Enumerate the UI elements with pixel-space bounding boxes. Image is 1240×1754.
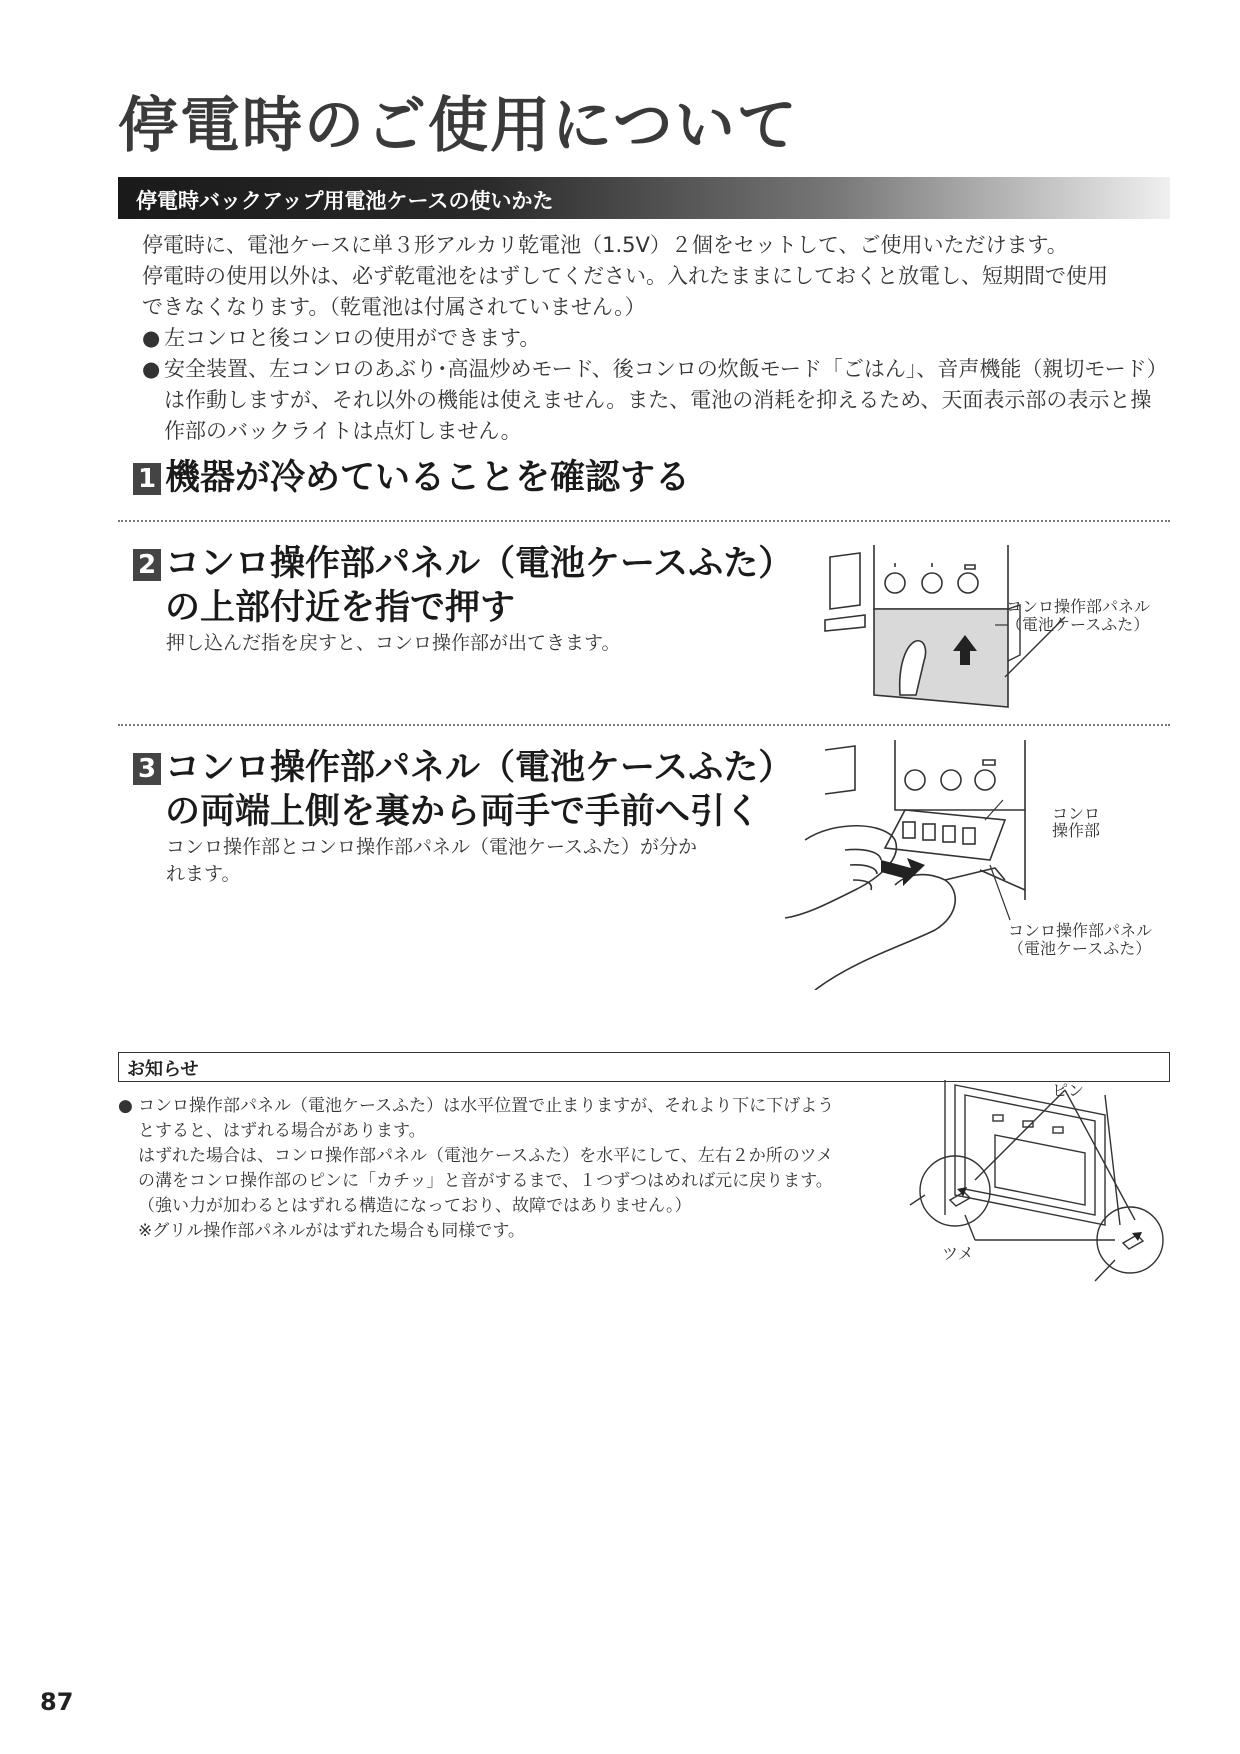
- step-title-line1: コンロ操作部パネル（電池ケースふた）: [165, 544, 794, 584]
- notice-line: （強い力が加わるとはずれる構造になっており、故障ではありません。）: [138, 1196, 692, 1216]
- dotted-divider: [118, 520, 1170, 522]
- figure-label: （電池ケースふた）: [1006, 615, 1150, 634]
- notice-line: コンロ操作部パネル（電池ケースふた）は水平位置で止まりますが、それより下に下げよう: [138, 1096, 835, 1116]
- bullet-text: 左コンロと後コンロの使用ができます。: [164, 326, 541, 350]
- bullet-item: [142, 354, 1172, 447]
- intro-line: できなくなります。（乾電池は付属されていません。）: [142, 295, 646, 319]
- notice-title: お知らせ: [127, 1059, 199, 1080]
- figure-label: 操作部: [1052, 821, 1101, 840]
- figure-label: コンロ操作部パネル: [1006, 597, 1151, 616]
- step-3-description: [166, 834, 697, 888]
- step-number-badge: 2: [133, 549, 161, 581]
- step-title-line2: の上部付近を指で押す: [165, 588, 516, 628]
- step-2-description: 押し込んだ指を戻すと、コンロ操作部が出てきます。: [166, 632, 621, 654]
- notice-bullet: [118, 1094, 878, 1144]
- bullet-dot: ●: [118, 1096, 133, 1116]
- figure-label: コンロ: [1052, 804, 1101, 823]
- step-number-badge: 3: [133, 753, 161, 785]
- notice-line: の溝をコンロ操作部のピンに「カチッ」と音がするまで、１つずつはめれば元に戻ります。: [138, 1171, 833, 1191]
- notice-line: ※グリル操作部パネルがはずれた場合も同様です。: [138, 1221, 525, 1241]
- page-number: 87: [40, 1688, 74, 1716]
- step-number-badge: 1: [133, 463, 161, 495]
- step-1-title: [133, 456, 690, 500]
- step-title-line2: の両端上側を裏から両手で手前へ引く: [165, 792, 761, 832]
- page-title: 停電時のご使用について: [118, 91, 799, 161]
- section-title: 停電時バックアップ用電池ケースの使いかた: [136, 189, 554, 213]
- intro-paragraph: [142, 230, 1172, 323]
- bullet-item: [142, 323, 1172, 354]
- intro-line: 停電時に、電池ケースに単３形アルカリ乾電池（1.5V）２個をセットして、ご使用いただけます。: [142, 233, 1068, 257]
- step-title-line1: コンロ操作部パネル（電池ケースふた）: [165, 748, 794, 788]
- bullet-dot: ●: [142, 326, 161, 350]
- notice-line: とすると、はずれる場合があります。: [138, 1121, 426, 1141]
- section-header-bar: [118, 177, 1170, 219]
- figure-label: コンロ操作部パネル: [1008, 921, 1153, 940]
- figure-label-claw: ツメ: [942, 1244, 974, 1263]
- step-title-text: 機器が冷めていることを確認する: [165, 458, 691, 498]
- step-description-line: れます。: [166, 863, 241, 885]
- step-3-title: [133, 746, 793, 834]
- step-description-line: コンロ操作部とコンロ操作部パネル（電池ケースふた）が分か: [166, 836, 698, 858]
- step-2-title: [133, 542, 793, 630]
- bullet-text: 安全装置、左コンロのあぶり･高温炒めモード、後コンロの炊飯モード「ごはん」、音声機能（親切モード）は作動しますが、それ以外の機能は使えません。また、電池の消耗を抑えるため、天面表示部の表示と操作部のバックライトは点灯しません。: [164, 357, 1168, 443]
- bullet-dot: ●: [142, 357, 161, 381]
- intro-line: 停電時の使用以外は、必ず乾電池をはずしてください。入れたままにしておくと放電し、短期間で使用: [142, 264, 1108, 288]
- notice-line: はずれた場合は、コンロ操作部パネル（電池ケースふた）を水平にして、左右２か所のツメ: [138, 1146, 834, 1166]
- dotted-divider: [118, 724, 1170, 726]
- figure-label-pin: ピン: [1052, 1081, 1085, 1100]
- notice-body: [118, 1094, 878, 1244]
- feature-bullet-list: [142, 323, 1172, 447]
- figure-label: （電池ケースふた）: [1008, 939, 1152, 958]
